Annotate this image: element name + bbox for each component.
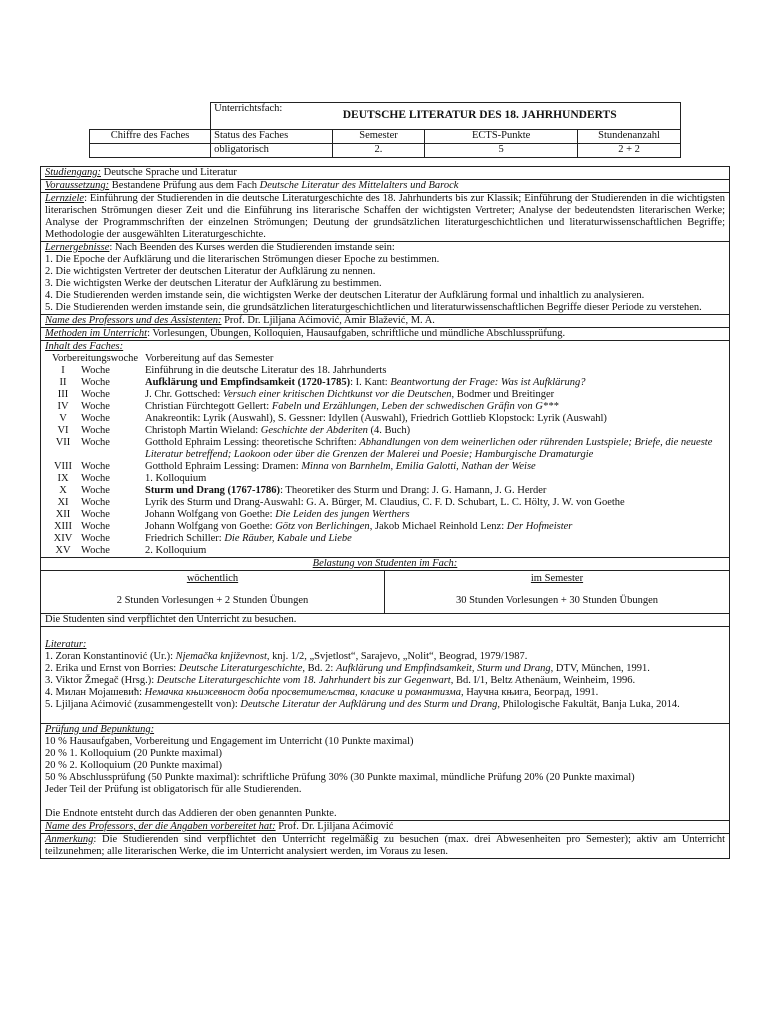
week-topic [145,485,725,497]
studiengang-text: Deutsche Sprache und Literatur [101,167,237,178]
week-label [45,545,145,557]
subject-title: DEUTSCHE LITERATUR DES 18. JAHRHUNDERTS [342,109,617,121]
methoden-row [41,328,730,341]
topic-text: Anakreontik: Lyrik (Auswahl), S. Gessner: Idyllen (Auswahl), Friedrich Gottlieb Klopstock: Lyrik (Auswahl) [145,413,607,424]
week-number: XII [55,509,71,520]
studiengang-row [41,167,730,180]
val-ects: 5 [425,144,578,158]
methoden-text: : Vorlesungen, Übungen, Kolloquien, Hausaufgaben, schriftliche und mündliche Abschlussprüfung. [147,328,566,339]
week-label [45,533,145,545]
anmerkung-label: Anmerkung [45,834,94,845]
week-word: Woche [81,545,110,556]
week-row [45,485,725,497]
week-word: Woche [81,389,110,400]
week-label [45,437,145,461]
lernergebnisse-label: Lernergebnisse [45,242,110,253]
week-word: Woche [81,425,110,436]
belastung-weekly [41,571,385,613]
literatur-author: 3. Viktor Žmegač (Hrsg.): [45,675,157,686]
voraussetzung-course: Deutsche Literatur des Mittelalters und Barock [259,180,459,191]
week-topic [145,413,725,425]
weeks-list [45,365,725,557]
week-word: Woche [81,461,110,472]
week-row [45,413,725,425]
col-stunden: Stundenanzahl [578,130,681,144]
week-word: Woche [81,401,110,412]
literatur-details: , Bd. I/1, Beltz Athenäum, Weinheim, 1996. [450,675,636,686]
week-topic [145,497,725,509]
inhalt-label: Inhalt des Faches: [45,341,124,352]
topic-text: Friedrich Schiller: [145,533,225,544]
literatur-title: Deutsche Literaturgeschichte [178,663,303,674]
week-label [45,377,145,389]
week-number: XIII [53,521,73,532]
week-label [45,401,145,413]
belastung-row [41,558,730,614]
week-label [45,521,145,533]
course-header-table [89,102,681,158]
topic-text: Gotthold Ephraim Lessing: theoretische Schriften: [145,437,360,448]
subject-cell [211,103,681,130]
literatur-author: 4. Милан Мојашевић: [45,687,145,698]
anmerkung-row [41,834,730,859]
literatur-author: 2. Erika und Ernst von Borries: [45,663,179,674]
header-val-row [90,144,681,158]
week-topic [145,377,725,389]
col-status: Status des Faches [211,130,333,144]
voraussetzung-label: Voraussetzung: [45,180,110,191]
week-topic [145,545,725,557]
week-label [45,485,145,497]
literatur-author: 1. Zoran Konstantinović (Ur.): [45,651,176,662]
week-label [45,497,145,509]
literatur-item [45,687,725,699]
week-topic [145,461,725,473]
semester-label: im Semester [530,573,584,584]
week-label [45,473,145,485]
topic-text: , Jakob Michael Reinhold Lenz: [369,521,507,532]
pflicht-row: Die Studenten sind verpflichtet den Unterricht zu besuchen. [41,614,730,627]
topic-text: , Bodmer und Breitinger [451,389,555,400]
week-row [45,437,725,461]
week-word: Woche [81,509,110,520]
literatur-details: , Philologische Fakultät, Banja Luka, 2014. [497,699,680,710]
professor-text: Prof. Dr. Ljiljana Aćimović, Amir Blažević, M. A. [221,315,435,326]
topic-work-title: Der Hofmeister [506,521,573,532]
col-chiffre: Chiffre des Faches [90,130,211,144]
voraussetzung-row [41,180,730,193]
week-topic [145,533,725,545]
week-label [45,425,145,437]
pruefung-item: 20 % 2. Kolloquium (20 Punkte maximal) [45,760,223,771]
week-row [45,473,725,485]
inhalt-row [41,341,730,558]
week-topic [145,473,725,485]
week-row [45,461,725,473]
week-label: Vorbereitungswoche [51,353,139,364]
week-word: Woche [81,365,110,376]
week-number: IV [57,401,69,412]
week-word: Woche [81,473,110,484]
week-row [45,545,725,557]
week-number: VII [55,437,71,448]
studiengang-label: Studiengang: [45,167,101,178]
lernergebnisse-item: 5. Die Studierenden werden imstande sein, die grundsätzlichen literaturgeschichtlichen und literaturwissenschaftlichen Begriffe dieser Periode zu verstehen. [45,302,702,313]
methoden-label: Methoden im Unterricht [45,328,148,339]
header-col-row [90,130,681,144]
week-row [45,509,725,521]
topic-heading: Aufklärung und Empfindsamkeit (1720-1785) [145,377,351,388]
pruefung-item: 50 % Abschlussprüfung (50 Punkte maximal): schriftliche Prüfung 30% (30 Punkte maximal, mündliche Prüfung 20% (20 Punkte maximal) [45,772,635,783]
topic-work-title: Die Räuber, Kabale und Liebe [224,533,352,544]
week-word: Woche [81,521,110,532]
vorbereitet-row [41,821,730,834]
val-semester: 2. [332,144,425,158]
professor-label: Name des Professors und des Assistenten: [45,315,222,326]
val-status: obligatorisch [211,144,333,158]
literatur-details: , DTV, München, 1991. [550,663,650,674]
week-row [45,389,725,401]
topic-work-title: Abhandlungen von dem weinerlichen oder rührenden Lustspiele; Briefe, die neueste Literatur betreffend; Laokoon oder über die Grenzen der Malerei und Poesie; Hamburgische Dramaturgie [145,437,713,460]
weekly-value: 2 Stunden Vorlesungen + 2 Stunden Übungen [116,595,309,606]
topic-work-title: Geschichte der Abderiten [260,425,368,436]
topic-heading: Sturm und Drang (1767-1786) [145,485,281,496]
week-row [45,365,725,377]
val-stunden: 2 + 2 [578,144,681,158]
belastung-grid [41,571,729,613]
topic-text: Gotthold Ephraim Lessing: Dramen: [145,461,302,472]
week-topic [145,425,725,437]
week-number: II [59,377,67,388]
week-number: X [59,485,67,496]
literatur-item [45,663,725,675]
week-label [45,389,145,401]
week-row [45,521,725,533]
week-number: I [61,365,65,376]
weekly-label: wöchentlich [186,573,239,584]
topic-work-title: Fabeln und Erzählungen, Leben der schwedischen Gräfin von G*** [271,401,559,412]
course-details-table [40,166,730,859]
pruefung-row [41,724,730,821]
pruefung-endnote: Die Endnote entsteht durch das Addieren der oben genannten Punkte. [45,808,337,819]
week-number: XIV [53,533,73,544]
week-word: Woche [81,437,110,448]
week-row [45,377,725,389]
subject-label: Unterrichtsfach: [214,103,283,114]
lernziele-label: Lernziele [45,193,85,204]
week-label [45,461,145,473]
week-topic [145,401,725,413]
topic-text: (4. Buch) [367,425,411,436]
topic-text: Johann Wolfgang von Goethe: [145,521,276,532]
topic-text: Lyrik des Sturm und Drang-Auswahl: G. A. Bürger, M. Claudius, C. F. D. Schubart, L. C. Hölty, J. W. von Goethe [145,497,625,508]
week-label [45,509,145,521]
lernergebnisse-intro: : Nach Beenden des Kurses werden die Studierenden imstande sein: [109,242,395,253]
literatur-title: Aufklärung und Empfindsamkeit, Sturm und Drang [335,663,551,674]
lernziele-text: : Einführung der Studierenden in die deutsche Literaturgeschichte des 18. Jahrhunderts bis zur Klassik; Einführung der Studierenden in die wichtigsten literarischen Strömungen dieser Zeit und die Einführung ins literarische Schaffen der wichtigsten Vertreter; Analyse der bedeutendsten literarischen Werke; Analyse der Programmschriften der einzelnen Strömungen; Deutung der grundsätzlichen literaturgeschichtlichen und literaturwissenschaftlichen Begriffe; Methodologie der ausgewählten Literaturgeschichte. [45,193,725,240]
week-word: Woche [81,485,110,496]
topic-text: : Theoretiker des Sturm und Drang: J. G. Hamann, J. G. Herder [280,485,547,496]
week-word: Woche [81,413,110,424]
literatur-row [41,627,730,724]
week-topic [145,437,725,461]
vorbereitet-label: Name des Professors, der die Angaben vorbereitet hat: [45,821,276,832]
pruefung-item: 20 % 1. Kolloquium (20 Punkte maximal) [45,748,223,759]
week-topic: Vorbereitung auf das Semester [145,353,274,364]
col-semester: Semester [332,130,425,144]
val-chiffre [90,144,211,158]
literatur-details: , knj. 1/2, „Svjetlost“, Sarajevo, „Nolit“, Beograd, 1979/1987. [266,651,528,662]
pruefung-item: 10 % Hausaufgaben, Vorbereitung und Engagement im Unterricht (10 Punkte maximal) [45,736,414,747]
week-row [45,353,725,365]
belastung-title: Belastung von Studenten im Fach: [41,558,729,571]
literatur-details: , Bd. 2: [302,663,336,674]
lernergebnisse-item: 1. Die Epoche der Aufklärung und die literarischen Strömungen dieser Epoche zu bestimmen. [45,254,440,265]
week-row [45,425,725,437]
topic-work-title: Minna von Barnhelm, Emilia Galotti, Nathan der Weise [301,461,536,472]
week-number: VI [57,425,69,436]
week-number: XV [55,545,71,556]
topic-text: Johann Wolfgang von Goethe: [145,509,276,520]
week-word: Woche [81,533,110,544]
topic-text: J. Chr. Gottsched: [145,389,223,400]
col-ects: ECTS-Punkte [425,130,578,144]
anmerkung-text: : Die Studierenden sind verpflichtet den Unterricht regelmäßig zu besuchen (max. drei Abwesenheiten pro Semester); aktiv am Unterricht teilzunehmen; alle literarischen Werke, die im Unterricht analysiert werden, im Voraus zu lesen. [45,834,725,857]
topic-text: 2. Kolloquium [145,545,207,556]
literatur-list [45,651,725,711]
voraussetzung-text: Bestandene Prüfung aus dem Fach [109,180,260,191]
week-row [45,497,725,509]
pruefung-label: Prüfung und Bepunktung: [45,724,155,735]
week-word: Woche [81,497,110,508]
literatur-item [45,699,725,711]
semester-value: 30 Stunden Vorlesungen + 30 Stunden Übungen [455,595,659,606]
pruefung-item: Jeder Teil der Prüfung ist obligatorisch für alle Studierenden. [45,784,302,795]
week-label [45,365,145,377]
topic-work-title: Versuch einer kritischen Dichtkunst vor die Deutschen [222,389,452,400]
literatur-title: Deutsche Literatur der Aufklärung und des Sturm und Drang [240,699,498,710]
literatur-title: Немачка књижевност доба просветитељства, класике и романтизма [144,687,461,698]
week-word: Woche [81,377,110,388]
professor-row [41,315,730,328]
vorbereitet-text: Prof. Dr. Ljiljana Aćimović [275,821,394,832]
lernergebnisse-item: 2. Die wichtigsten Vertreter der deutschen Literatur der Aufklärung zu nennen. [45,266,376,277]
lernergebnisse-row [41,242,730,315]
week-topic [145,365,725,377]
topic-work-title: Götz von Berlichingen [275,521,370,532]
literatur-author: 5. Ljiljana Aćimović (zusammengestellt von): [45,699,241,710]
literatur-item [45,651,725,663]
week-number: III [57,389,69,400]
belastung-semester [385,571,729,613]
week-number: XI [57,497,69,508]
week-number: V [59,413,67,424]
topic-text: Christian Fürchtegott Gellert: [145,401,272,412]
topic-work-title: Beantwortung der Frage: Was ist Aufklärung? [390,377,586,388]
literatur-item [45,675,725,687]
literatur-title: Njemačka književnost [175,651,267,662]
topic-text: : I. Kant: [350,377,391,388]
topic-text: Einführung in die deutsche Literatur des 18. Jahrhunderts [145,365,387,376]
week-topic [145,521,725,533]
week-row [45,533,725,545]
literatur-details: , Научна књига, Београд, 1991. [460,687,599,698]
week-number: VIII [53,461,73,472]
literatur-title: Deutsche Literaturgeschichte vom 18. Jahrhundert bis zur Gegenwart [156,675,451,686]
lernziele-row [41,193,730,242]
week-number: IX [57,473,69,484]
week-topic [145,509,725,521]
lernergebnisse-item: 4. Die Studierenden werden imstande sein, die wichtigsten Werke der deutschen Literatur der Aufklärung formal und inhaltlich zu analysieren. [45,290,645,301]
week-label [45,413,145,425]
topic-work-title: Die Leiden des jungen Werthers [275,509,410,520]
topic-text: 1. Kolloquium [145,473,207,484]
lernergebnisse-item: 3. Die wichtigsten Werke der deutschen Literatur der Aufklärung zu bestimmen. [45,278,382,289]
topic-text: Christoph Martin Wieland: [145,425,261,436]
week-row [45,401,725,413]
week-topic [145,389,725,401]
literatur-label: Literatur: [45,639,87,650]
